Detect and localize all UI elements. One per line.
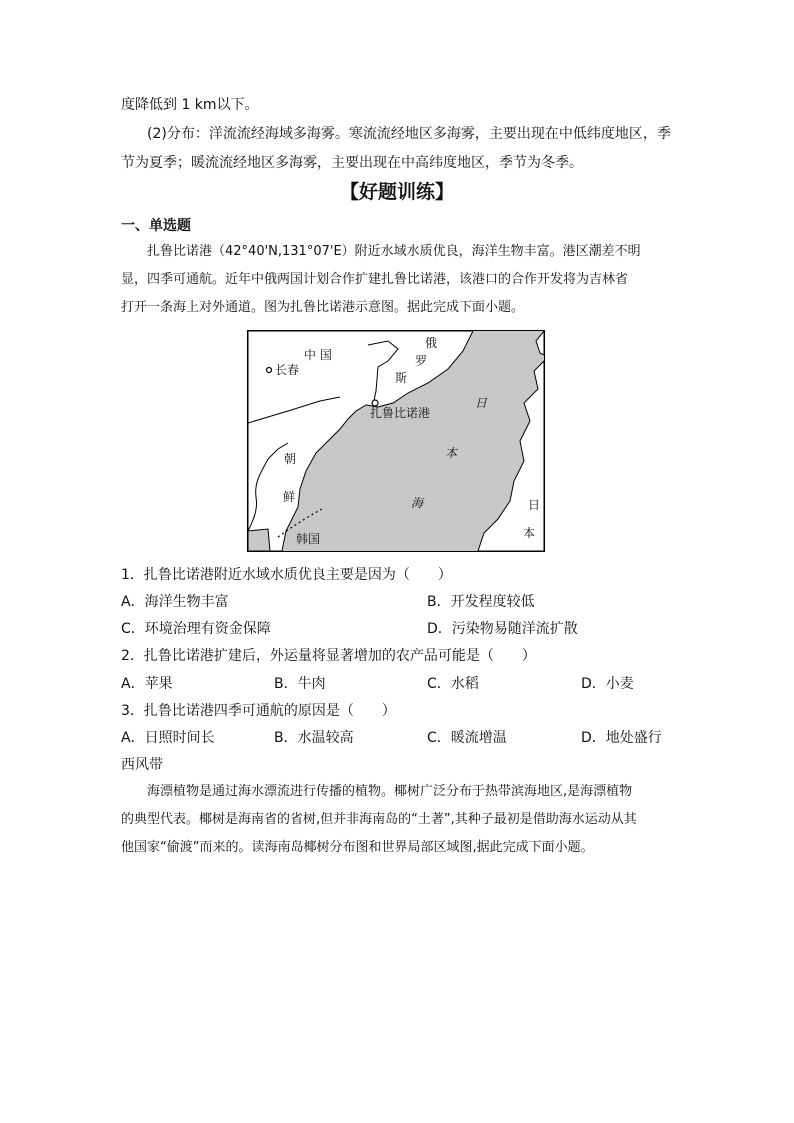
intro-line-1: 度降低到 1 km以下。 <box>121 97 259 113</box>
passage1-line-1: 扎鲁比诺港（42°40'N,131°07'E）附近水域水质优良，海洋生物丰富。港区潮差不明 <box>147 244 641 259</box>
label-north-korea-2: 鲜 <box>283 490 296 504</box>
label-sea-3: 海 <box>411 496 424 510</box>
question-2-option-d: D．小麦 <box>581 676 634 692</box>
passage2-line-3: 他国家“偷渡”而来的。读海南岛椰树分布图和世界局部区域图,据此完成下面小题。 <box>121 840 594 855</box>
question-3-option-d: D．地处盛行 <box>581 730 662 746</box>
passage1-line-2: 显，四季可通航。近年中俄两国计划合作扩建扎鲁比诺港，该港口的合作开发将为吉林省 <box>121 272 629 287</box>
port-map-svg <box>248 331 544 551</box>
port-map <box>247 330 545 552</box>
question-2-option-a: A．苹果 <box>121 676 173 692</box>
question-3-option-c: C．暖流增温 <box>427 730 507 746</box>
question-1-stem: 1．扎鲁比诺港附近水域水质优良主要是因为（ ） <box>121 567 452 583</box>
question-1-option-d: D．污染物易随洋流扩散 <box>427 621 578 637</box>
label-sea-1: 日 <box>475 396 488 410</box>
question-1-option-c: C．环境治理有资金保障 <box>121 621 271 637</box>
label-japan-2: 本 <box>523 526 536 540</box>
section-subtitle: 一、单选题 <box>121 218 191 234</box>
question-1-option-a: A．海洋生物丰富 <box>121 594 229 610</box>
question-3-option-d-continuation: 西风带 <box>121 757 163 773</box>
passage1-line-3: 打开一条海上对外通道。图为扎鲁比诺港示意图。据此完成下面小题。 <box>121 300 525 315</box>
section-title: 【好题训练】 <box>339 181 454 203</box>
question-2-option-b: B．牛肉 <box>274 676 326 692</box>
question-3-option-b: B．水温较高 <box>274 730 354 746</box>
question-2-option-c: C．水稻 <box>427 676 479 692</box>
intro-line-3: 节为夏季；暖流流经地区多海雾，主要出现在中高纬度地区，季节为冬季。 <box>121 155 583 171</box>
label-russia-3: 斯 <box>395 371 408 385</box>
label-russia-2: 罗 <box>415 354 428 368</box>
question-3-option-a: A．日照时间长 <box>121 730 215 746</box>
label-sea-2: 本 <box>445 446 458 460</box>
label-china: 中 国 <box>304 348 332 362</box>
label-north-korea-1: 朝 <box>284 452 297 466</box>
question-1-option-b: B．开发程度较低 <box>427 594 535 610</box>
question-3-stem: 3．扎鲁比诺港四季可通航的原因是（ ） <box>121 703 396 719</box>
yellow-sea <box>248 529 270 551</box>
label-south-korea: 韩国 <box>296 532 321 546</box>
label-japan-1: 日 <box>528 498 541 512</box>
question-2-stem: 2．扎鲁比诺港扩建后，外运量将显著增加的农产品可能是（ ） <box>121 648 536 664</box>
label-russia-1: 俄 <box>425 336 438 350</box>
intro-line-2: (2)分布：洋流流经海域多海雾。寒流流经地区多海雾，主要出现在中低纬度地区，季 <box>147 126 671 142</box>
label-changchun: 长春 <box>275 363 300 377</box>
label-port: 扎鲁比诺港 <box>370 406 431 420</box>
passage2-line-1: 海漂植物是通过海水漂流进行传播的植物。椰树广泛分布于热带滨海地区,是海漂植物 <box>147 784 633 799</box>
changchun-dot <box>267 368 272 373</box>
passage2-line-2: 的典型代表。椰树是海南省的省树,但并非海南岛的“土著”,其种子最初是借助海水运动从其 <box>121 812 637 827</box>
